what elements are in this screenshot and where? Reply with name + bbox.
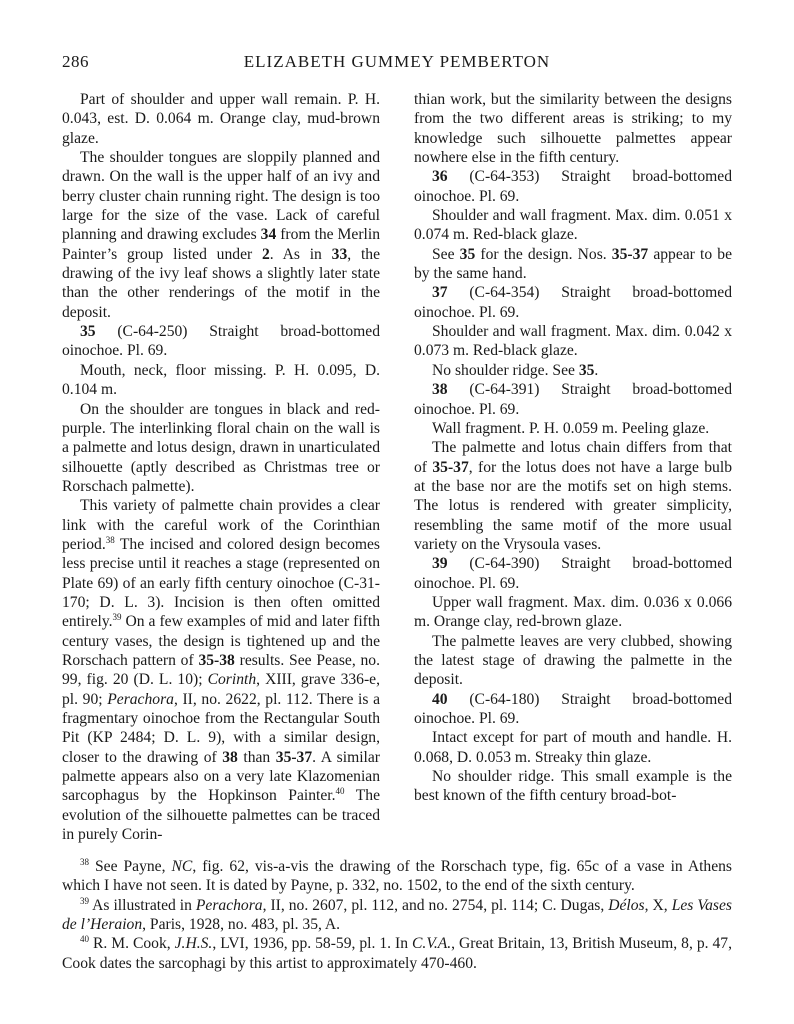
entry-40-note: No shoulder ridge. This small example is the best known of the fifth century broad-bot- <box>414 768 732 805</box>
entry-number: 36 <box>432 168 448 186</box>
footnote-ref-39: 39 <box>112 612 122 623</box>
catalog-entry-37: 37 (C-64-354) Straight broad-bottomed oinochoe. Pl. 69. <box>414 284 732 321</box>
page-number: 286 <box>62 52 89 71</box>
entry-36-note: See 35 for the design. Nos. 35-37 appear to be by the same hand. <box>414 245 732 283</box>
paragraph-shoulder-tongues: The shoulder tongues are sloppily planned and drawn. On the wall is the upper half of an ivy and berry cluster chain running right. The design is too large for the size of the vase. Lack of careful planning and drawing excludes 34 from the Merlin Painter’s group listed under 2. As in 33, the drawing of the ivy leaf shows a slightly later state than the other renderings of the motif in the deposit. <box>62 149 380 321</box>
entry-36-description: Shoulder and wall fragment. Max. dim. 0.051 x 0.074 m. Red-black glaze. <box>414 207 732 244</box>
entry-number: 39 <box>432 555 448 573</box>
catalog-entry-39: 39 (C-64-390) Straight broad-bottomed oinochoe. Pl. 69. <box>414 555 732 592</box>
entry-39-description: Upper wall fragment. Max. dim. 0.036 x 0.066 m. Orange clay, red-brown glaze. <box>414 593 732 631</box>
footnote-ref-40: 40 <box>335 786 345 797</box>
footnote-39: $^{39}$ As illustrated in Perachora, II, no. 2607, pl. 112, and no. 2754, pl. 114; C. Dugas, Délos, X, Les Vases de l’Heraion, Paris, 1928, no. 483, pl. 35, A. <box>62 895 732 934</box>
entry-37-note: No shoulder ridge. See 35. <box>432 361 599 379</box>
paragraph-palmette-chain: This variety of palmette chain provides a clear link with the careful work of the Corinthian period.$^{38}$ The incised and colored design becomes less precise until it reaches a stage (represented on Plate 69) of an early fifth century oinochoe (C-31-170; D. L. 3). Incision is then often omitted entirely.$^{39}$ On a few examples of mid and later fifth century vases, the design is tightened up and the Rorschach pattern of 35-38 results. See Pease, no. 99, fig. 20 (D. L. 10); Corinth, XIII, grave 336-e, pl. 90; Perachora, II, no. 2622, pl. 112. There is a fragmentary oinochoe from the Rectangular South Pit (KP 2484; D. L. 9), with a similar design, closer to the drawing of 38 than 35-37. A similar palmette appears also on a very late Klazomenian sarcophagus by the Hopkinson Painter.$^{40}$ The evolution of the silhouette palmettes can be traced in purely Corin- <box>62 497 380 844</box>
catalog-entry-35: 35 (C-64-250) Straight broad-bottomed oinochoe. Pl. 69. <box>62 323 380 360</box>
footnote-40: $^{40}$ R. M. Cook, J.H.S., LVI, 1936, pp. 58-59, pl. 1. In C.V.A., Great Britain, 13, British Museum, 8, p. 47, Cook dates the sarcophagi by this artist to approximately 470-460. <box>62 934 732 972</box>
entry-35-description: Mouth, neck, floor missing. P. H. 0.095, D. 0.104 m. <box>62 361 380 399</box>
entry-39-note: The palmette leaves are very clubbed, showing the latest stage of drawing the palmette in the deposit. <box>414 632 732 689</box>
running-header <box>62 52 732 76</box>
entry-number: 35 <box>80 323 96 341</box>
entry-37-description: Shoulder and wall fragment. Max. dim. 0.042 x 0.073 m. Red-black glaze. <box>414 323 732 360</box>
footnote-ref-38: 38 <box>105 534 115 545</box>
entry-number: 38 <box>432 381 448 399</box>
paragraph-floral-chain: On the shoulder are tongues in black and red-purple. The interlinking floral chain on the wall is a palmette and lotus design, drawn in unarticulated silhouette (aptly described as Christmas tree or Rorschach palmette). <box>62 400 380 495</box>
paragraph-measurements: Part of shoulder and upper wall remain. P. H. 0.043, est. D. 0.064 m. Orange clay, mud-brown glaze. <box>62 91 380 147</box>
catalog-entry-40: 40 (C-64-180) Straight broad-bottomed oinochoe. Pl. 69. <box>414 690 732 727</box>
right-column <box>414 90 732 806</box>
running-title: ELIZABETH GUMMEY PEMBERTON <box>243 52 551 71</box>
entry-38-description: Wall fragment. P. H. 0.059 m. Peeling glaze. <box>432 419 710 437</box>
entry-38-note: The palmette and lotus chain differs from that of 35-37, for the lotus does not have a large bulb at the base nor are the motifs set on high stems. The lotus is rendered with greater simplicity, resembling the same motif of the more usual variety on the Vrysoula vases. <box>414 439 732 553</box>
footnote-38: $^{38}$ See Payne, NC, fig. 62, vis-a-vis the drawing of the Rorschach type, fig. 65c of a vase in Athens which I have not seen. It is dated by Payne, p. 332, no. 1502, to the end of the sixth century. <box>62 856 733 895</box>
paragraph-continuation: thian work, but the similarity between the designs from the two different areas is striking; to my knowledge such silhouette palmettes appear nowhere else in the fifth century. <box>414 91 732 167</box>
entry-number: 37 <box>432 284 448 302</box>
footnotes <box>62 857 732 973</box>
left-column <box>62 90 380 844</box>
entry-40-description: Intact except for part of mouth and handle. H. 0.068, D. 0.053 m. Streaky thin glaze. <box>414 729 732 766</box>
catalog-entry-38: 38 (C-64-391) Straight broad-bottomed oinochoe. Pl. 69. <box>414 381 732 418</box>
entry-number: 40 <box>432 690 448 708</box>
catalog-entry-36: 36 (C-64-353) Straight broad-bottomed oinochoe. Pl. 69. <box>414 168 732 205</box>
